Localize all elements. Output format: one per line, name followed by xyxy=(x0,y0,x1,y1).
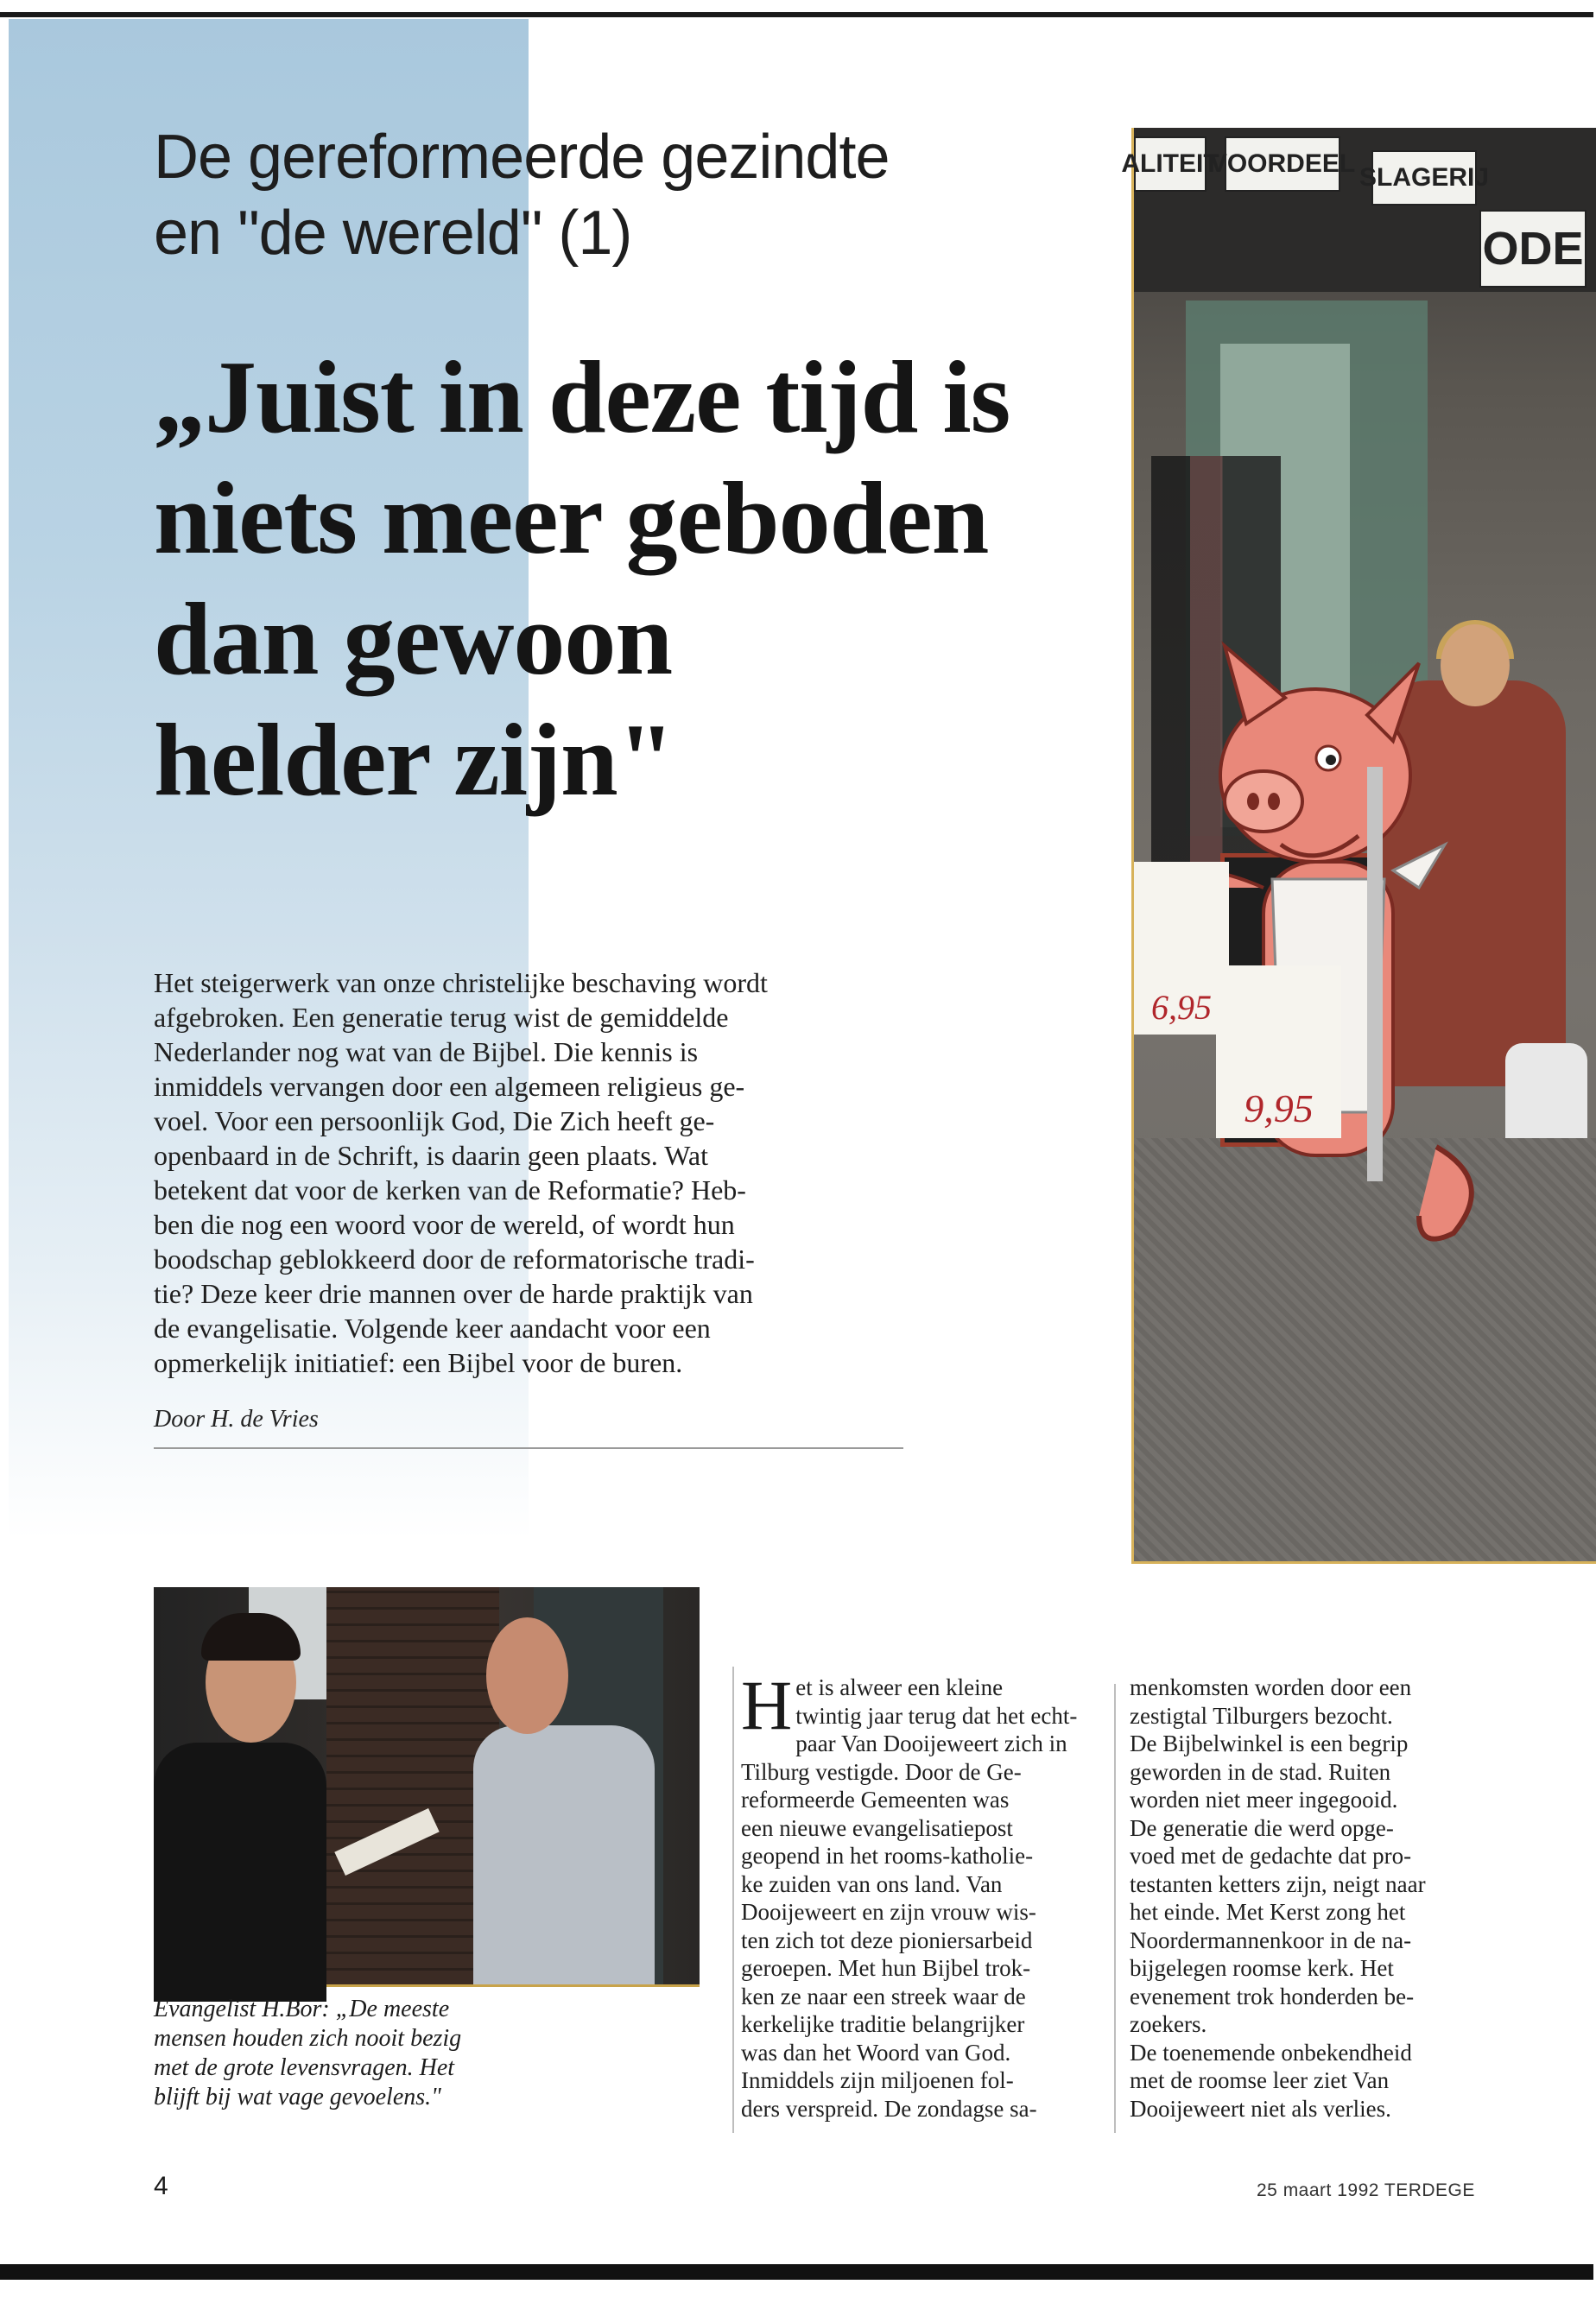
body-line: Dooijeweert en zijn vrouw wis- xyxy=(741,1899,1036,1925)
body-line: met de roomse leer ziet Van xyxy=(1130,2067,1390,2093)
series-title-line: De gereformeerde gezindte xyxy=(154,123,890,192)
caption-line: met de grote levensvragen. Het xyxy=(154,2054,455,2081)
byline: Door H. de Vries xyxy=(154,1406,319,1433)
intro-line: inmiddels vervangen door een algemeen religieus ge- xyxy=(154,1071,745,1102)
headline-line: dan gewoon xyxy=(154,581,673,696)
body-line: Inmiddels zijn miljoenen fol- xyxy=(741,2067,1014,2093)
body-line: zoekers. xyxy=(1130,2011,1207,2037)
body-line: ten zich tot deze pioniersarbeid xyxy=(741,1927,1033,1953)
body-line: Noordermannenkoor in de na- xyxy=(1130,1927,1412,1953)
body-line: geopend in het rooms-katholie- xyxy=(741,1843,1034,1869)
shop-sign: ALITEIT xyxy=(1134,136,1206,192)
body-line: reformeerde Gemeenten was xyxy=(741,1787,1010,1813)
bottom-rule xyxy=(0,2264,1593,2280)
headline-line: „Juist in deze tijd is xyxy=(154,339,1010,454)
shop-sign: VOORDEEL xyxy=(1225,136,1340,192)
intro-line: Nederlander nog wat van de Bijbel. Die kennis is xyxy=(154,1036,699,1067)
body-line: twintig jaar terug dat het echt- xyxy=(795,1702,1078,1729)
intro-line: tie? Deze keer drie mannen over de harde praktijk van xyxy=(154,1278,753,1309)
price-card: 9,95 xyxy=(1216,965,1341,1138)
resident-figure xyxy=(473,1725,655,1984)
body-line: was dan het Woord van God. xyxy=(741,2039,1011,2066)
body-line: evenement trok honderden be- xyxy=(1130,1983,1415,2009)
body-line: het einde. Met Kerst zong het xyxy=(1130,1899,1406,1925)
intro-line: ben die nog een woord voor de wereld, of wordt hun xyxy=(154,1209,735,1240)
body-line: paar Van Dooijeweert zich in xyxy=(795,1731,1067,1756)
column-divider xyxy=(1114,1684,1116,2133)
body-line: geworden in de stad. Ruiten xyxy=(1130,1758,1391,1785)
body-line: worden niet meer ingegooid. xyxy=(1130,1787,1398,1813)
body-line: Tilburg vestigde. Door de Ge- xyxy=(741,1758,1022,1785)
body-line: Dooijeweert niet als verlies. xyxy=(1130,2095,1391,2122)
intro-line: opmerkelijk initiatief: een Bijbel voor de buren. xyxy=(154,1347,683,1378)
market-street-photo xyxy=(1121,128,1596,1564)
body-line: bijgelegen roomse kerk. Het xyxy=(1130,1955,1394,1981)
body-line: ken ze naar een streek waar de xyxy=(741,1983,1026,2009)
intro-line: Het steigerwerk van onze christelijke beschaving wordt xyxy=(154,967,768,998)
body-line: voed met de gedachte dat pro- xyxy=(1130,1843,1412,1869)
intro-line: betekent dat voor de kerken van de Reformatie? Heb- xyxy=(154,1174,746,1205)
shop-sign: ODE xyxy=(1479,210,1586,288)
body-line: geroepen. Met hun Bijbel trok- xyxy=(741,1955,1031,1981)
body-column-2 xyxy=(1130,1674,1475,2123)
body-line: De toenemende onbekendheid xyxy=(1130,2039,1412,2066)
evangelist-figure xyxy=(154,1743,326,2002)
body-line: testanten ketters zijn, neigt naar xyxy=(1130,1870,1426,1897)
headline xyxy=(154,337,1104,820)
caption-line: blijft bij wat vage gevoelens." xyxy=(154,2084,441,2110)
photo-caption xyxy=(154,1995,516,2112)
byline-divider xyxy=(154,1447,903,1449)
body-line: kerkelijke traditie belangrijker xyxy=(741,2011,1025,2037)
caption-line: mensen houden zich nooit bezig xyxy=(154,2025,462,2052)
top-rule xyxy=(0,12,1593,17)
column-divider xyxy=(732,1667,734,2133)
body-line: een nieuwe evangelisatiepost xyxy=(741,1814,1013,1841)
resident-face xyxy=(486,1617,568,1734)
series-title-line: en "de wereld" (1) xyxy=(154,199,632,268)
caption-line: Evangelist H.Bor: „De meeste xyxy=(154,1996,450,2022)
body-line: De Bijbelwinkel is een begrip xyxy=(1130,1731,1409,1756)
body-column-1 xyxy=(741,1666,1086,2123)
page-number: 4 xyxy=(154,2172,168,2200)
intro-line: voel. Voor een persoonlijk God, Die Zich heeft ge- xyxy=(154,1105,715,1136)
body-line: ders verspreid. De zondagse sa- xyxy=(741,2095,1037,2122)
price-card: 6,95 xyxy=(1134,862,1229,1035)
evangelist-photo xyxy=(154,1587,700,1987)
issue-footer: 25 maart 1992 TERDEGE xyxy=(1257,2180,1475,2200)
headline-line: niets meer geboden xyxy=(154,460,989,575)
intro-line: openbaard in de Schrift, is daarin geen plaats. Wat xyxy=(154,1140,708,1171)
intro-line: boodschap geblokkeerd door de reformatorische tradi- xyxy=(154,1243,755,1275)
body-line: et is alweer een kleine xyxy=(795,1674,1004,1700)
body-line: De generatie die werd opge- xyxy=(1130,1814,1394,1841)
headline-line: helder zijn" xyxy=(154,702,674,817)
drop-cap: H xyxy=(741,1666,793,1744)
body-line: zestigtal Tilburgers bezocht. xyxy=(1130,1702,1393,1729)
body-line: ke zuiden van ons land. Van xyxy=(741,1870,1003,1897)
intro-paragraph xyxy=(154,965,888,1380)
body-line: menkomsten worden door een xyxy=(1130,1674,1412,1700)
shop-sign: SLAGERIJ xyxy=(1371,150,1477,206)
series-title xyxy=(154,119,1104,271)
intro-line: afgebroken. Een generatie terug wist de gemiddelde xyxy=(154,1002,729,1033)
intro-line: de evangelisatie. Volgende keer aandacht voor een xyxy=(154,1313,711,1344)
